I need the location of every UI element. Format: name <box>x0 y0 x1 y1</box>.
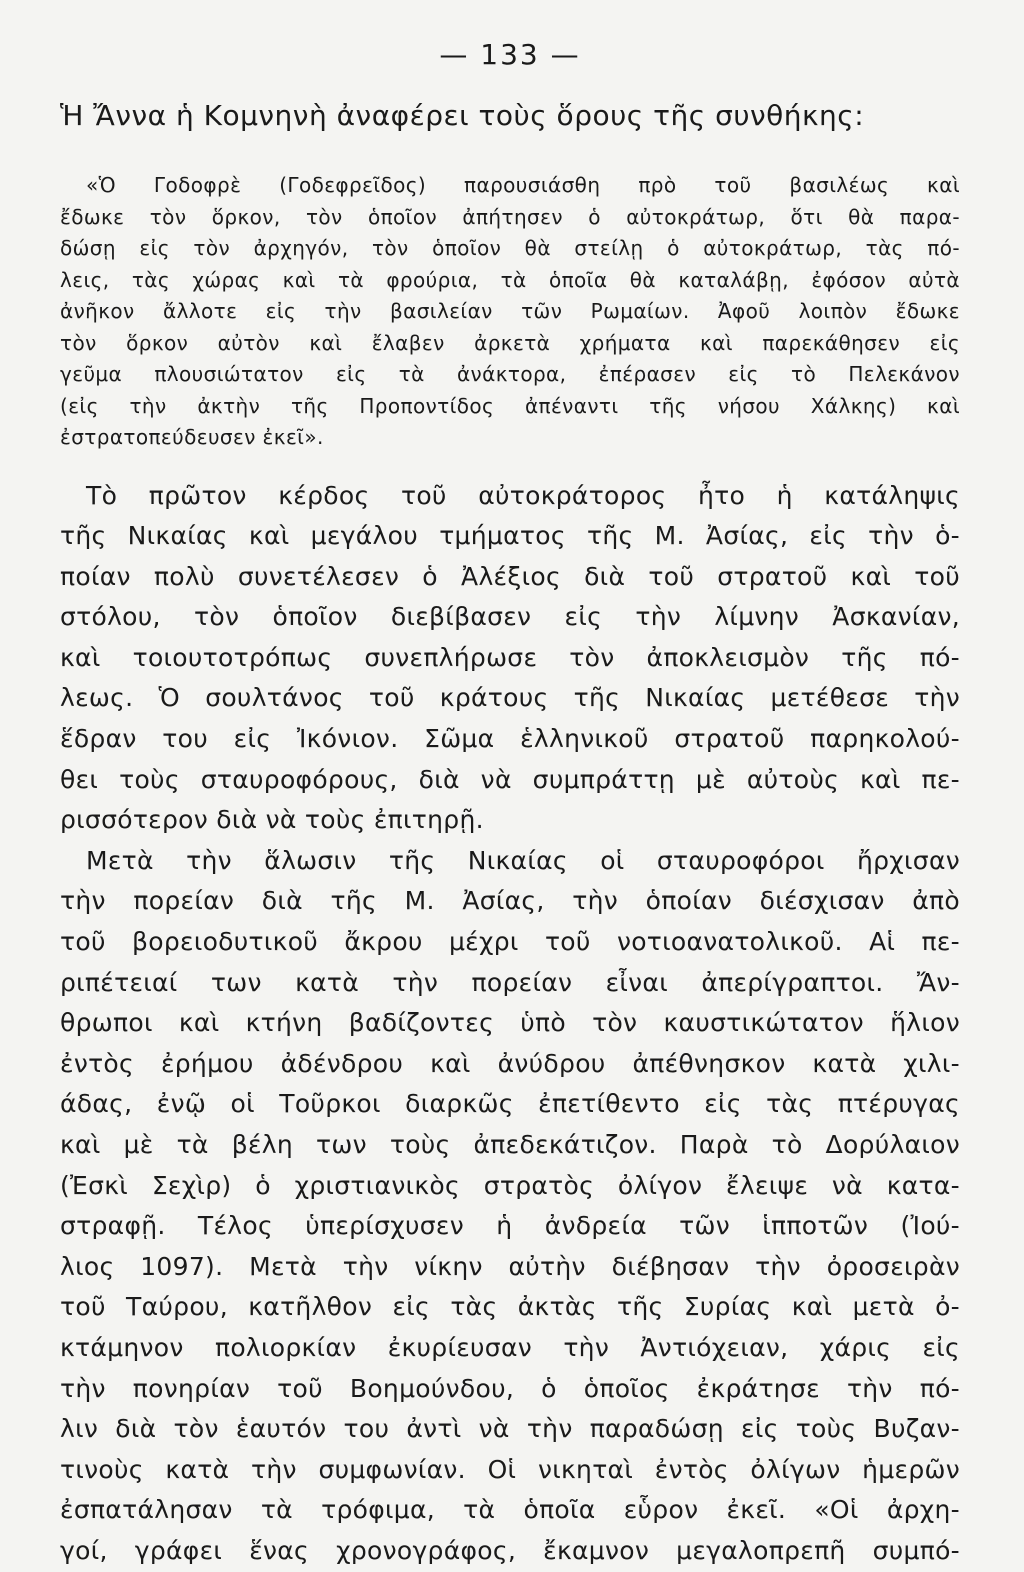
text-line: ἕδραν του εἰς Ἰκόνιον. Σῶμα ἑλληνικοῦ στρατοῦ παρηκολού- <box>60 724 960 754</box>
text-line: λεως. Ὁ σουλτάνος τοῦ κράτους τῆς Νικαίας μετέθεσε τὴν <box>60 683 960 713</box>
quote-line: ἀνῆκον ἄλλοτε εἰς τὴν βασιλείαν τῶν Ρωμαίων. Ἀφοῦ λοιπὸν ἔδωκε <box>60 299 960 323</box>
quote-line: γεῦμα πλουσιώτατον εἰς τὰ ἀνάκτορα, ἐπέρασεν εἰς τὸ Πελεκάνον <box>60 362 960 386</box>
quotation-block <box>60 170 960 454</box>
text-line: ἐσπατάλησαν τὰ τρόφιμα, τὰ ὁποῖα εὗρον ἐκεῖ. «Οἱ ἀρχη- <box>60 1495 960 1525</box>
text-line: ρισσότερον διὰ νὰ τοὺς ἐπιτηρῇ. <box>60 805 484 835</box>
paragraph-2 <box>60 841 960 1572</box>
text-line: θει τοὺς σταυροφόρους, διὰ νὰ συμπράττῃ μὲ αὐτοὺς καὶ πε- <box>60 764 960 794</box>
paragraph-1 <box>60 476 960 841</box>
text-line: καὶ μὲ τὰ βέλη των τοὺς ἀπεδεκάτιζον. Παρὰ τὸ Δορύλαιον <box>60 1130 960 1159</box>
text-line: καὶ τοιουτοτρόπως συνεπλήρωσε τὸν ἀποκλεισμὸν τῆς πό- <box>60 642 960 672</box>
quote-line: τὸν ὅρκον αὐτὸν καὶ ἔλαβεν ἀρκετὰ χρήματα καὶ παρεκάθησεν εἰς <box>60 330 960 355</box>
text-line: ριπέτειαί των κατὰ τὴν πορείαν εἶναι ἀπερίγραπτοι. Ἄν- <box>60 967 960 997</box>
text-line: τινοὺς κατὰ τὴν συμφωνίαν. Οἱ νικηταὶ ἐντὸς ὀλίγων ἡμερῶν <box>60 1454 960 1484</box>
quote-line: (εἰς τὴν ἀκτὴν τῆς Προποντίδος ἀπέναντι τῆς νήσου Χάλκης) καὶ <box>60 393 960 418</box>
text-line: άδας, ἐνῷ οἱ Τοῦρκοι διαρκῶς ἐπετίθεντο εἰς τὰς πτέρυγας <box>60 1089 960 1119</box>
text-line: (Ἐσκὶ Σεχὶρ) ὁ χριστιανικὸς στρατὸς ὀλίγον ἔλειψε νὰ κατα- <box>60 1170 960 1200</box>
text-line: Μετὰ τὴν ἅλωσιν τῆς Νικαίας οἱ σταυροφόροι ἤρχισαν <box>86 845 960 875</box>
text-line: ἐντὸς ἐρήμου ἀδένδρου καὶ ἀνύδρου ἀπέθνησκον κατὰ χιλι- <box>60 1048 960 1078</box>
quote-line: «Ὁ Γοδοφρὲ (Γοδεφρεῖδος) παρουσιάσθη πρὸ τοῦ βασιλέως καὶ <box>86 173 960 197</box>
text-line: τοῦ Ταύρου, κατῆλθον εἰς τὰς ἀκτὰς τῆς Συρίας καὶ μετὰ ὀ- <box>60 1292 960 1322</box>
text-line: γοί, γράφει ἕνας χρονογράφος, ἔκαμνον μεγαλοπρεπῆ συμπό- <box>60 1535 960 1565</box>
text-line: στόλου, τὸν ὁποῖον διεβίβασεν εἰς τὴν λίμνην Ἀσκανίαν, <box>60 602 960 632</box>
text-line: Τὸ πρῶτον κέρδος τοῦ αὐτοκράτορος ἦτο ἡ κατάληψις <box>86 480 960 510</box>
text-line: τῆς Νικαίας καὶ μεγάλου τμήματος τῆς Μ. Ἀσίας, εἰς τὴν ὁ- <box>60 521 960 551</box>
text-line: τὴν πορείαν διὰ τῆς Μ. Ἀσίας, τὴν ὁποίαν διέσχισαν ἀπὸ <box>60 886 960 916</box>
text-line: τοῦ βορειοδυτικοῦ ἄκρου μέχρι τοῦ νοτιοανατολικοῦ. Αἱ πε- <box>60 927 960 957</box>
text-line: στραφῇ. Τέλος ὑπερίσχυσεν ἡ ἀνδρεία τῶν ἱπποτῶν (Ἰού- <box>60 1211 960 1241</box>
quote-line: ἐστρατοπεύδευσεν ἐκεῖ». <box>60 425 324 449</box>
text-line: κτάμηνον πολιορκίαν ἐκυρίευσαν τὴν Ἀντιόχειαν, χάρις εἰς <box>60 1332 960 1362</box>
quote-line: δώσῃ εἰς τὸν ἀρχηγόν, τὸν ὁποῖον θὰ στείλῃ ὁ αὐτοκράτωρ, τὰς πό- <box>60 236 960 260</box>
quote-line: λεις, τὰς χώρας καὶ τὰ φρούρια, τὰ ὁποῖα θὰ καταλάβῃ, ἐφόσον αὐτὰ <box>60 267 960 292</box>
text-line: τὴν πονηρίαν τοῦ Βοημούνδου, ὁ ὁποῖος ἐκράτησε τὴν πό- <box>60 1373 960 1403</box>
intro-sentence: Ἡ Ἄννα ἡ Κομνηνὴ ἀναφέρει τοὺς ὅρους τῆς συνθήκης: <box>60 99 865 132</box>
text-line: λιν διὰ τὸν ἑαυτόν του ἀντὶ νὰ τὴν παραδώσῃ εἰς τοὺς Βυζαν- <box>60 1414 960 1444</box>
quote-line: ἔδωκε τὸν ὅρκον, τὸν ὁποῖον ἀπήτησεν ὁ αὐτοκράτωρ, ὅτι θὰ παρα- <box>60 204 960 229</box>
text-line: λιος 1097). Μετὰ τὴν νίκην αὐτὴν διέβησαν τὴν ὀροσειρὰν <box>60 1251 960 1281</box>
book-page <box>60 30 960 1565</box>
page-number: — 133 — <box>439 38 581 71</box>
text-line: ποίαν πολὺ συνετέλεσεν ὁ Ἀλέξιος διὰ τοῦ στρατοῦ καὶ τοῦ <box>60 561 960 591</box>
text-line: θρωποι καὶ κτήνη βαδίζοντες ὑπὸ τὸν καυστικώτατον ἥλιον <box>60 1008 960 1038</box>
